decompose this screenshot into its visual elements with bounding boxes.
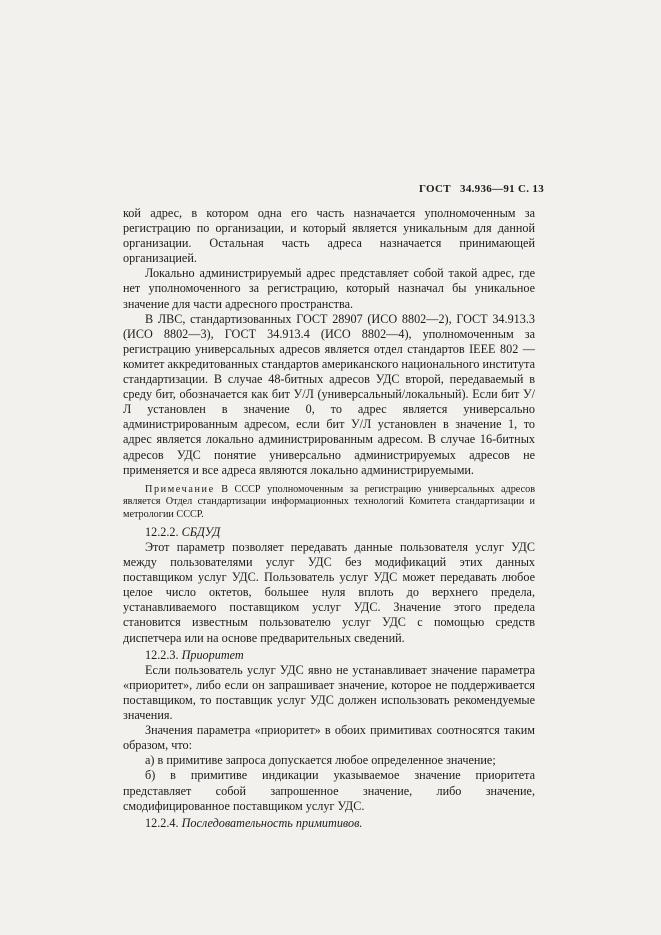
- header-page-number: 13: [532, 183, 544, 195]
- paragraph-lan-standards: В ЛВС, стандартизованных ГОСТ 28907 (ИСО 8802—2), ГОСТ 34.913.3 (ИСО 8802—3), ГОСТ 34.913.4 (ИСО 8802—4), уполномоченным за регистрацию универсальных адресов является отдел стандартов IEEE 802 — комитет аккредитованных стандартов американского национального института стандартизации. В случае 48-битных адресов УДС второй, передаваемый в среду бит, обозначается как бит У/Л (универсальный/локальный). Если бит У/Л установлен в значение 0, то адрес является универсально администрированным адресом, если бит У/Л установлен в значение 1, то адрес является локально администрированным адресом. В случае 16-битных адресов УДС понятие универсально администрируемых адресов не применяется и все адреса являются локально администрируемыми.: [123, 311, 535, 477]
- section-title: СБДУД: [181, 524, 221, 539]
- paragraph-local-address: Локально администрируемый адрес представляет собой такой адрес, где нет уполномоченного за регистрацию, который назначал бы уникальное значение для части адресного пространства.: [123, 266, 535, 311]
- note: [123, 484, 535, 521]
- paragraph-priority: Если пользователь услуг УДС явно не устанавливает значение параметра «приоритет», либо если он запрашивает значение, которое не поддерживается поставщиком, то поставщик услуг УДС должен использовать рекомендуемые значения.: [123, 662, 535, 723]
- header-gost: ГОСТ: [418, 183, 451, 195]
- list-item-b: б) в примитиве индикации указываемое значение приоритета представляет собой запрошенное значение, либо значение, смодифицированное поставщиком услуг УДС.: [123, 768, 535, 813]
- page-header: [419, 183, 544, 195]
- note-label: Примечание: [145, 483, 215, 495]
- header-page-label: С.: [518, 183, 530, 195]
- section-number: 12.2.3.: [145, 647, 179, 662]
- section-heading-12-2-4: [123, 816, 535, 831]
- header-standard-number: 34.936—91: [460, 183, 515, 195]
- section-title: Последовательность примитивов.: [181, 815, 363, 830]
- section-number: 12.2.2.: [145, 524, 179, 539]
- section-title: Приоритет: [181, 647, 244, 662]
- paragraph-priority-values: Значения параметра «приоритет» в обоих примитивах соотносятся таким образом, что:: [123, 723, 535, 753]
- paragraph-continuation: кой адрес, в котором одна его часть назначается уполномоченным за регистрацию по организации, и который является уникальным для данной организации. Остальная часть адреса назначается принимающей организацией.: [123, 206, 535, 266]
- page-body: [123, 206, 535, 831]
- section-number: 12.2.4.: [145, 815, 179, 830]
- note-text: В СССР уполномоченным за регистрацию универсальных адресов является Отдел стандартизации информационных технологий Комитета стандартизации и метрологии СССР.: [123, 483, 536, 520]
- paragraph-sbdud: Этот параметр позволяет передавать данные пользователя услуг УДС между пользователями услуг УДС без модификаций этих данных поставщиком услуг УДС. Пользователь услуг УДС может передавать любое целое число октетов, большее нуля вплоть до верхнего предела, устанавливаемого поставщиком услуг УДС. Значение этого предела становится известным пользователю услуг УДС с помощью средств диспетчера или на основе предварительных сведений.: [123, 540, 535, 645]
- section-heading-12-2-2: [123, 525, 535, 540]
- list-item-a: а) в примитиве запроса допускается любое определенное значение;: [145, 753, 496, 768]
- section-heading-12-2-3: [123, 648, 535, 663]
